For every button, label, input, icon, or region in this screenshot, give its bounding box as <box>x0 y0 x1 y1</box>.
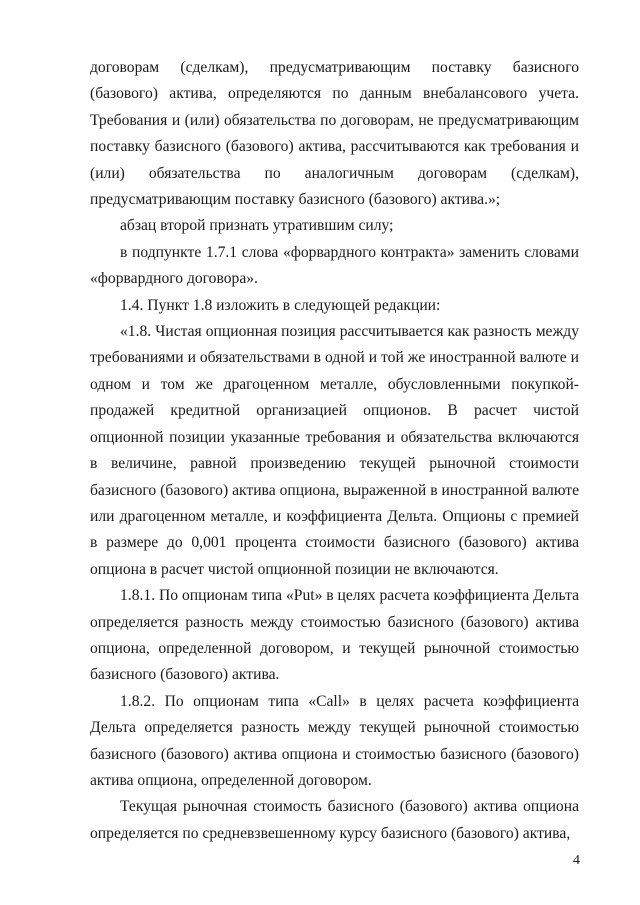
paragraph-item-1-8-2: 1.8.2. По опционам типа «Call» в целях расчета коэффициента Дельта определяется разность между текущей рыночной стоимостью базисного (базового) актива опциона и стоимостью базисного (базового) актива опциона, определенной договором. <box>90 692 579 789</box>
paragraph-continuation: договорам (сделкам), предусматривающим поставку базисного (базового) актива, определяются по данным внебалансового учета. Требования и (или) обязательства по договорам, не предусматривающим поставку базисного (базового) актива, рассчитываются как требования и (или) обязательства по аналогичным договорам (сделкам), предусматривающим поставку базисного (базового) актива.»; <box>90 59 579 209</box>
paragraph-item-1-4: 1.4. Пункт 1.8 изложить в следующей редакции: <box>120 296 441 314</box>
paragraph-item-1-8-1: 1.8.1. По опционам типа «Put» в целях расчета коэффициента Дельта определяется разность между стоимостью базисного (базового) актива опциона, определенной договором, и текущей рыночной стоимостью базисного (базового) актива. <box>90 587 579 684</box>
document-body <box>90 55 579 847</box>
paragraph-item-1-8: «1.8. Чистая опционная позиция рассчитывается как разность между требованиями и обязательствами в одной и той же иностранной валюте и одном и том же драгоценном металле, обусловленными покупкой-продажей кредитной организацией опционов. В расчет чистой опционной позиции указанные требования и обязательства включаются в величине, равной произведению текущей рыночной стоимости базисного (базового) актива опциона, выраженной в иностранной валюте или драгоценном металле, и коэффициента Дельта. Опционы с премией в размере до 0,001 процента стоимости базисного (базового) актива опциона в расчет чистой опционной позиции не включаются. <box>90 323 579 578</box>
paragraph-abzac: абзац второй признать утратившим силу; <box>120 217 394 235</box>
page-number: 4 <box>573 853 580 868</box>
paragraph-subitem-1-7-1: в подпункте 1.7.1 слова «форвардного контракта» заменить словами «форвардного договора». <box>90 243 579 288</box>
paragraph-market-value: Текущая рыночная стоимость базисного (базового) актива опциона определяется по средневзвешенному курсу базисного (базового) актива, <box>90 798 579 842</box>
